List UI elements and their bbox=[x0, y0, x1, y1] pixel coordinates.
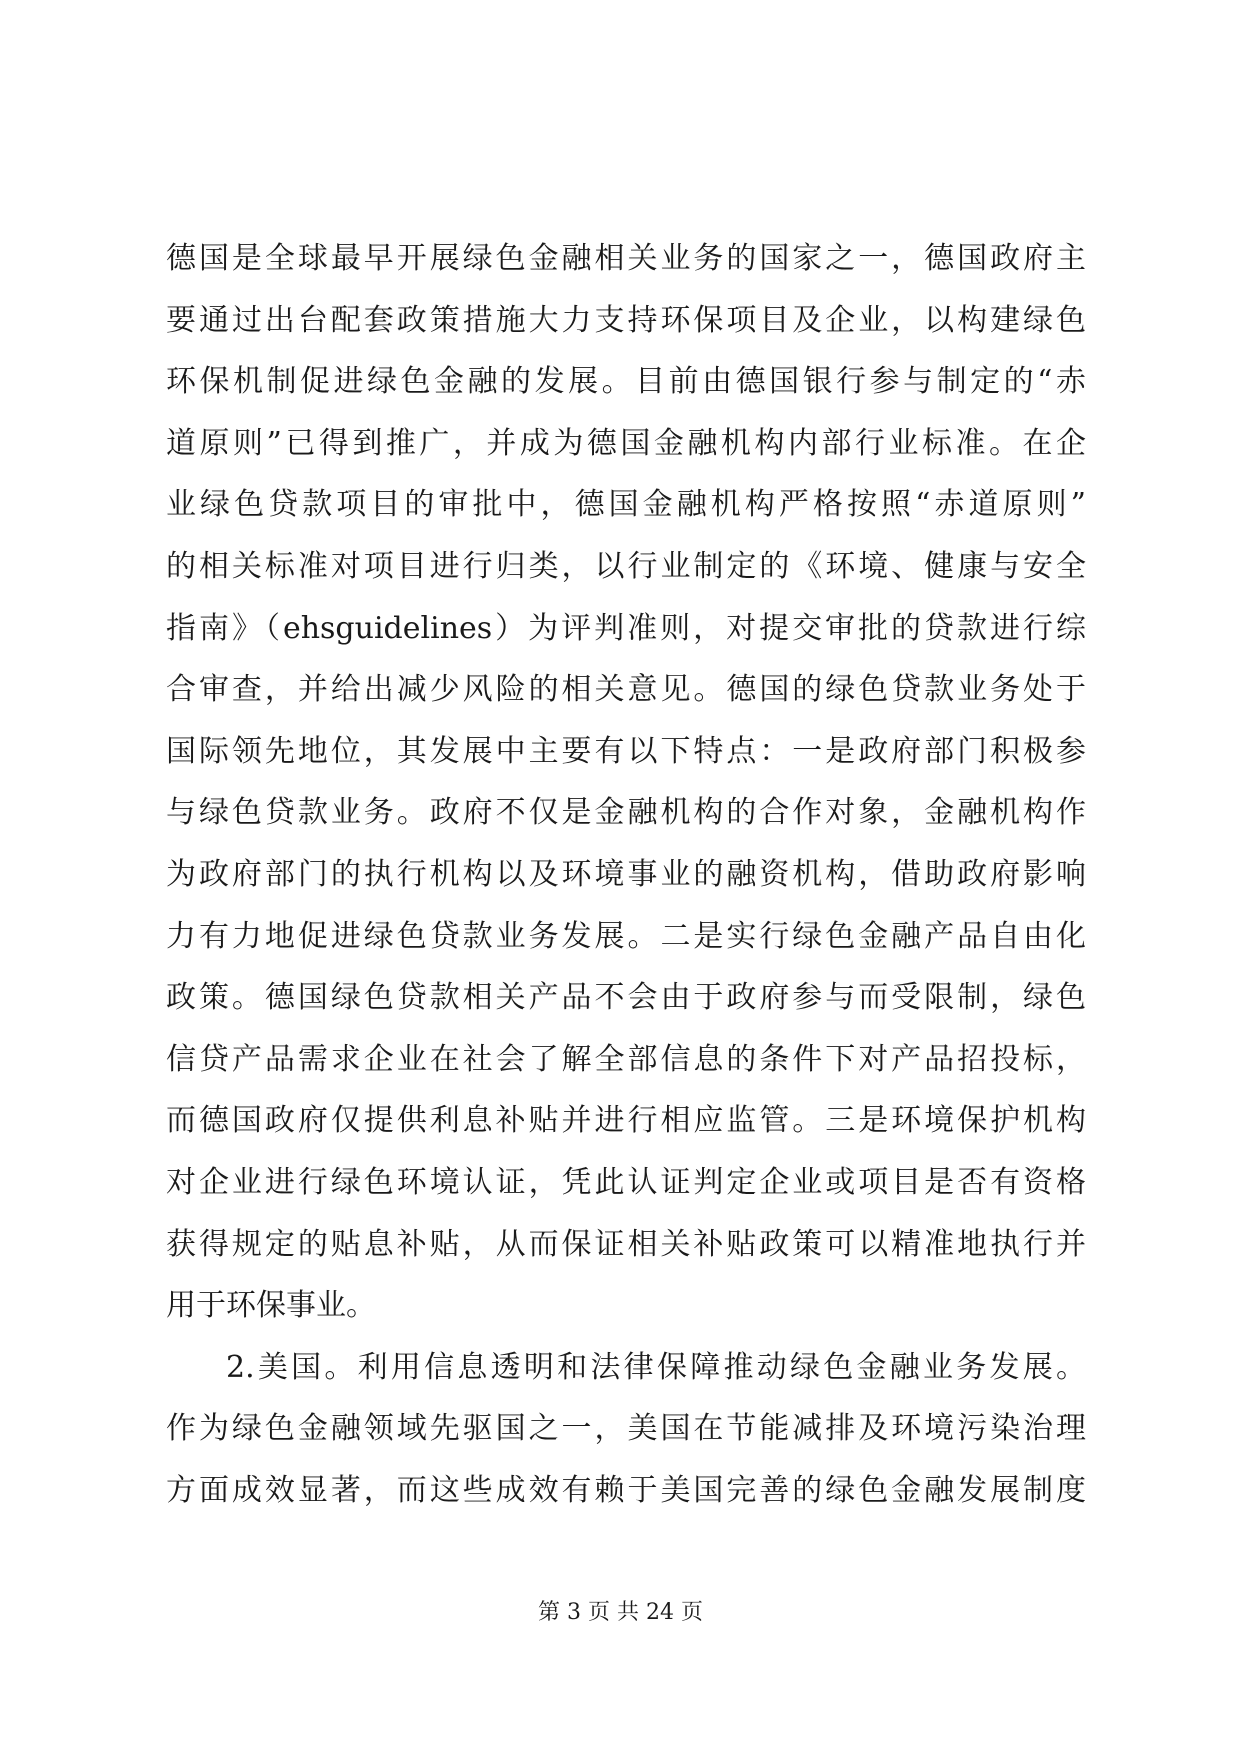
body-text bbox=[166, 228, 1086, 1521]
text-line: 业绿色贷款项目的审批中，德国金融机构严格按照“赤道原则” bbox=[166, 487, 1086, 523]
text-line: 力有力地促进绿色贷款业务发展。二是实行绿色金融产品自由化 bbox=[166, 918, 1086, 954]
text-line: 政策。德国绿色贷款相关产品不会由于政府参与而受限制，绿色 bbox=[166, 980, 1086, 1016]
text-line: 而德国政府仅提供利息补贴并进行相应监管。三是环境保护机构 bbox=[166, 1103, 1086, 1139]
text-line: 要通过出台配套政策措施大力支持环保项目及企业，以构建绿色 bbox=[166, 302, 1086, 338]
text-line: 对企业进行绿色环境认证，凭此认证判定企业或项目是否有资格 bbox=[166, 1164, 1086, 1200]
text-line: 国际领先地位，其发展中主要有以下特点：一是政府部门积极参 bbox=[166, 733, 1086, 769]
text-line: 获得规定的贴息补贴，从而保证相关补贴政策可以精准地执行并 bbox=[166, 1226, 1086, 1262]
text-line: 合审查，并给出减少风险的相关意见。德国的绿色贷款业务处于 bbox=[166, 672, 1086, 708]
text-line: 为政府部门的执行机构以及环境事业的融资机构，借助政府影响 bbox=[166, 856, 1086, 892]
page-number-footer: 第 3 页 共 24 页 bbox=[538, 1600, 703, 1625]
text-line: 道原则”已得到推广，并成为德国金融机构内部行业标准。在企 bbox=[166, 425, 1086, 461]
section-heading-line: 2.美国。利用信息透明和法律保障推动绿色金融业务发展。 bbox=[226, 1349, 1086, 1385]
text-line: 用于环保事业。 bbox=[166, 1288, 376, 1324]
text-line: 方面成效显著，而这些成效有赖于美国完善的绿色金融发展制度 bbox=[166, 1472, 1086, 1508]
text-line: 环保机制促进绿色金融的发展。目前由德国银行参与制定的“赤 bbox=[166, 364, 1086, 400]
text-line: 与绿色贷款业务。政府不仅是金融机构的合作对象，金融机构作 bbox=[166, 795, 1086, 831]
text-line: 作为绿色金融领域先驱国之一，美国在节能减排及环境污染治理 bbox=[166, 1411, 1086, 1447]
text-line: 德国是全球最早开展绿色金融相关业务的国家之一，德国政府主 bbox=[166, 241, 1086, 276]
text-line: 的相关标准对项目进行归类，以行业制定的《环境、健康与安全 bbox=[166, 548, 1086, 584]
text-line: 信贷产品需求企业在社会了解全部信息的条件下对产品招投标， bbox=[166, 1041, 1086, 1077]
text-line: 指南》（ehsguidelines）为评判准则，对提交审批的贷款进行综 bbox=[166, 610, 1086, 646]
